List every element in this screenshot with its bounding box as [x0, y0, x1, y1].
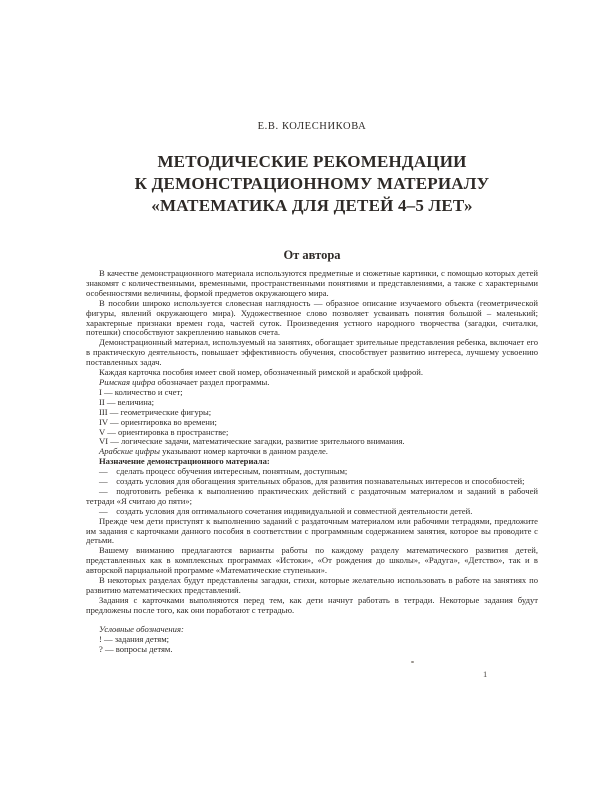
- intro-paragraph-4: Каждая карточка пособия имеет свой номер, обозначенный римской и арабской цифрой.: [99, 367, 424, 378]
- scan-artifact-dot: [411, 661, 414, 663]
- purpose-item-1: — сделать процесс обучения интересным, понятным, доступным;: [99, 466, 348, 477]
- arabic-note-lead: Арабские цифры: [99, 446, 160, 457]
- roman-note-rest: обозначает раздел программы.: [155, 376, 270, 387]
- legend-item-2: ? — вопросы детям.: [99, 643, 173, 654]
- roman-list-item-5: V — ориентировка в пространстве;: [99, 426, 229, 437]
- outro-paragraph-1: Прежде чем дети приступят к выполнению заданий с раздаточным материалом или рабочими тетрадями, предложите им задания с карточками данного пособия в соответствии с программным содержанием занятия, которое вы проводите с детьми.: [86, 515, 538, 546]
- book-title: [86, 151, 538, 217]
- purpose-item-4: — создать условия для оптимального сочетания индивидуальной и совместной деятельности детей.: [99, 505, 473, 516]
- intro-paragraph-1: В качестве демонстрационного материала используются предметные и сюжетные картинки, с помощью которых детей знакомят с количественными, временны́ми, пространственными понятиями и представлениями, а также с характерными особенностями величины, формой предметов окружающего мира.: [86, 268, 538, 298]
- book-title-line-1: МЕТОДИЧЕСКИЕ РЕКОМЕНДАЦИИ: [157, 152, 467, 171]
- roman-list-item-4: IV — ориентировка во времени;: [99, 416, 217, 427]
- roman-note-lead: Римская цифра: [99, 376, 156, 387]
- purpose-item-2: — создать условия для обогащения зрительных образов, для развития познавательных интересов и способностей;: [99, 476, 525, 487]
- author-name: Е.В. КОЛЕСНИКОВА: [257, 121, 367, 132]
- book-title-line-2: К ДЕМОНСТРАЦИОННОМУ МАТЕРИАЛУ: [134, 174, 490, 193]
- legend: [99, 625, 538, 655]
- purpose-item-3: — подготовить ребенка к выполнению практических действий с раздаточным материалом и заданий в рабочей тетради «Я считаю до пяти»;: [86, 485, 538, 506]
- roman-list-item-6: VI — логические задачи, математические загадки, развитие зрительного внимания.: [99, 436, 405, 447]
- legend-item-1: ! — задания детям;: [99, 633, 170, 644]
- outro-paragraph-2: Вашему вниманию предлагаются варианты работы по каждому разделу математического развития детей, представленных как в комплексных программах «Истоки», «От рождения до школы», «Радуга», «Детство», так и в авторской парциальной программе «Математические ступеньки».: [86, 545, 538, 576]
- body-text: [86, 269, 538, 654]
- intro-paragraph-3: Демонстрационный материал, используемый на занятиях, обогащает зрительные представления ребенка, включает его в практическую деятельность, повышает эффективность обучения, способствует развитию интереса, лучшему усвоению поставленных задач.: [86, 337, 538, 368]
- outro-paragraph-4: Задания с карточками выполняются перед тем, как дети начнут работать в тетради. Некоторые задания будут предложены после того, как они поработают с тетрадью.: [86, 594, 538, 615]
- roman-list-item-1: I — количество и счет;: [99, 386, 183, 397]
- roman-list-item-3: III — геометрические фигуры;: [99, 406, 212, 417]
- arabic-note-rest: указывают номер карточки в данном разделе.: [159, 446, 328, 457]
- outro-paragraph-3: В некоторых разделах будут представлены загадки, стихи, которые желательно использовать в работе на занятиях по развитию математических представлений.: [86, 575, 538, 595]
- intro-paragraph-2: В пособии широко используется словесная наглядность — образное описание изучаемого объекта (геометрической фигуры, явлений окружающего мира). Художественное слово позволяет усваивать понятия большой – маленький; характерные признаки времен года, частей суток. Произведения устного народного творчества (загадки, считалки, потешки) способствуют закреплению навыков счета.: [86, 297, 538, 338]
- roman-list-item-2: II — величина;: [99, 396, 155, 407]
- section-heading: От автора: [283, 248, 341, 262]
- page-number: 1: [483, 669, 488, 679]
- legend-heading: Условные обозначения:: [99, 623, 184, 634]
- purpose-heading: Назначение демонстрационного материала:: [99, 456, 270, 467]
- book-title-line-3: «МАТЕМАТИКА ДЛЯ ДЕТЕЙ 4–5 ЛЕТ»: [151, 196, 473, 215]
